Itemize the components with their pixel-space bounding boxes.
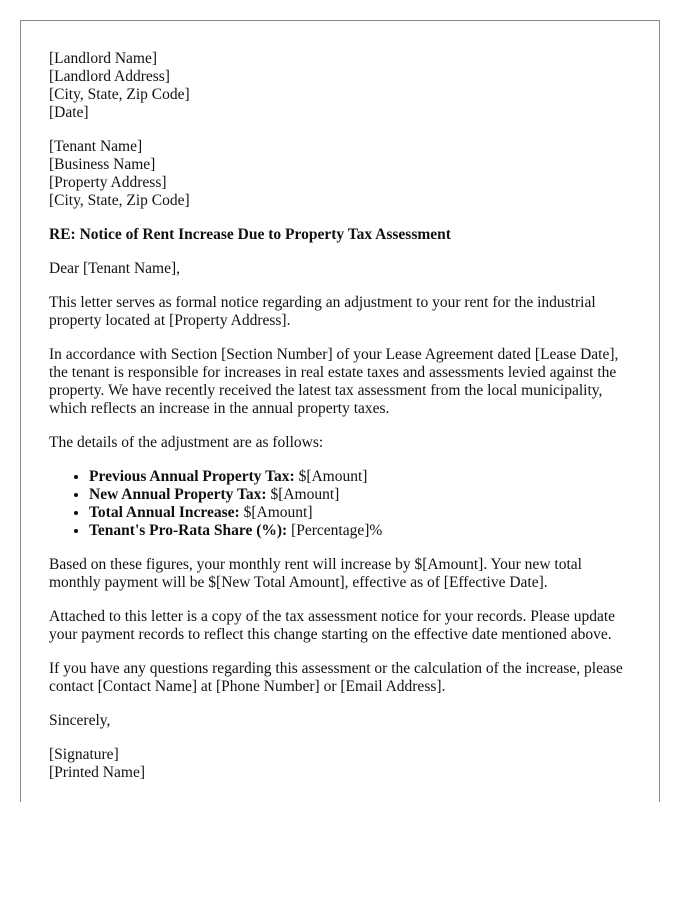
salutation: Dear [Tenant Name], — [49, 260, 181, 277]
list-item — [89, 486, 631, 504]
letter-date: [Date] — [49, 104, 89, 121]
subject-line: RE: Notice of Rent Increase Due to Property Tax Assessment — [49, 226, 451, 243]
detail-label: Tenant's Pro-Rata Share (%): — [89, 522, 288, 539]
printed-name: [Printed Name] — [49, 764, 145, 781]
property-address: [Property Address] — [49, 174, 167, 191]
detail-value: $[Amount] — [239, 504, 313, 521]
tenant-name: [Tenant Name] — [49, 138, 143, 155]
sign-off: Sincerely, — [49, 712, 111, 729]
detail-value: [Percentage]% — [287, 522, 383, 539]
signature: [Signature] — [49, 746, 119, 763]
recipient-address-block — [49, 138, 631, 210]
list-item — [89, 468, 631, 486]
list-item — [89, 504, 631, 522]
detail-value: $[Amount] — [294, 468, 368, 485]
detail-value: $[Amount] — [266, 486, 340, 503]
list-item — [89, 522, 631, 540]
paragraph-lease-terms: In accordance with Section [Section Number] of your Lease Agreement dated [Lease Date], the tenant is responsible for increases in real estate taxes and assessments levied against the property. We have recently received the latest tax assessment from the local municipality, which reflects an increase in the annual property taxes. — [49, 346, 619, 417]
detail-label: New Annual Property Tax: — [89, 486, 267, 503]
business-name: [Business Name] — [49, 156, 156, 173]
signature-block — [49, 746, 631, 782]
paragraph-contact: If you have any questions regarding this assessment or the calculation of the increase, please contact [Contact Name] at [Phone Number] or [Email Address]. — [49, 660, 623, 695]
landlord-address: [Landlord Address] — [49, 68, 170, 85]
paragraph-notice: This letter serves as formal notice regarding an adjustment to your rent for the industrial property located at [Property Address]. — [49, 294, 596, 329]
letter-page — [20, 20, 660, 802]
adjustment-details-list — [49, 468, 631, 540]
recipient-city-state-zip: [City, State, Zip Code] — [49, 192, 190, 209]
detail-label: Previous Annual Property Tax: — [89, 468, 295, 485]
paragraph-new-rent: Based on these figures, your monthly rent will increase by $[Amount]. Your new total monthly payment will be $[New Total Amount], effective as of [Effective Date]. — [49, 556, 582, 591]
landlord-city-state-zip: [City, State, Zip Code] — [49, 86, 190, 103]
detail-label: Total Annual Increase: — [89, 504, 240, 521]
paragraph-details-intro: The details of the adjustment are as follows: — [49, 434, 324, 451]
paragraph-attachment: Attached to this letter is a copy of the tax assessment notice for your records. Please update your payment records to reflect this change starting on the effective date mentioned above. — [49, 608, 616, 643]
sender-address-block — [49, 50, 631, 122]
landlord-name: [Landlord Name] — [49, 50, 158, 67]
